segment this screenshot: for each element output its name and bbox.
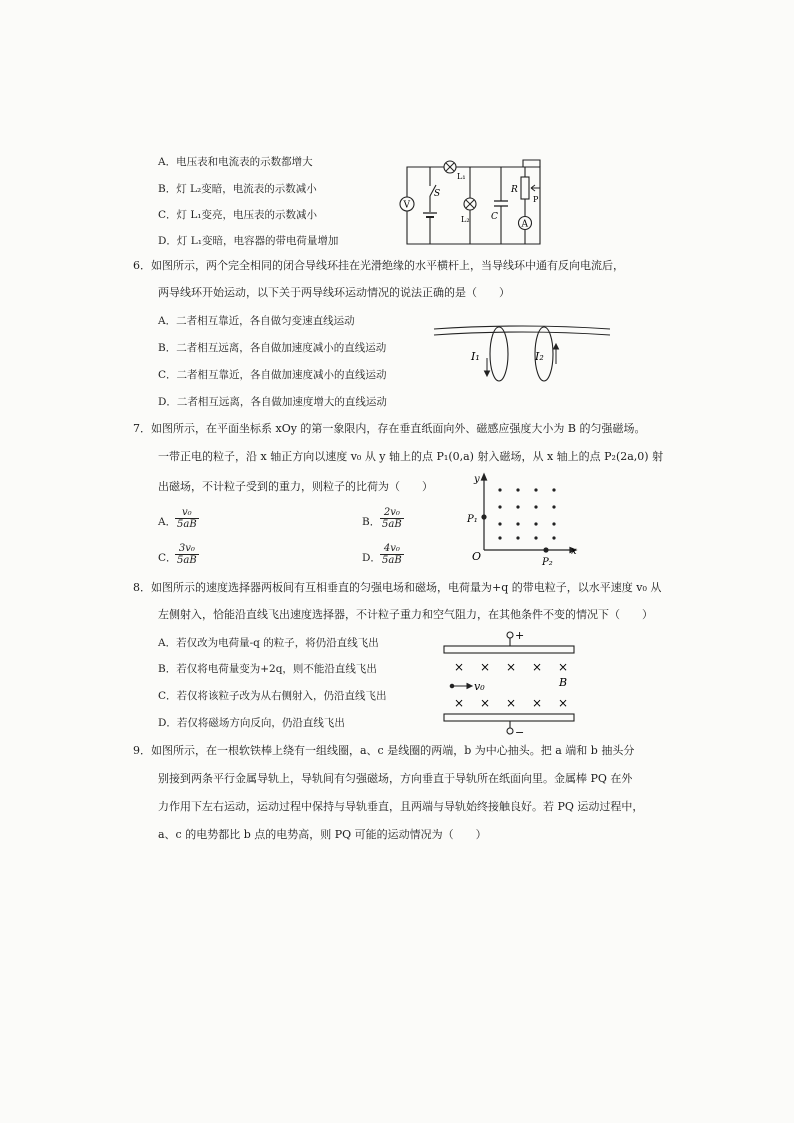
capacitor-icon xyxy=(494,201,508,206)
ammeter-label: A xyxy=(521,219,528,230)
point-p2 xyxy=(543,547,548,552)
q8-stem-line2: 左侧射入，恰能沿直线飞出速度选择器，不计粒子重力和空气阻力，在其他条件不变的情况下（ ） xyxy=(158,608,653,621)
voltmeter-label: V xyxy=(403,200,410,211)
svg-text:×: × xyxy=(506,660,517,674)
current-i2-label: I₂ xyxy=(535,350,544,363)
lamp-l2-label: L₂ xyxy=(461,215,470,224)
battery-icon xyxy=(423,212,437,218)
q6-option-b: B．二者相互远离，各自做加速度减小的直线运动 xyxy=(158,342,387,354)
capacitor-label: C xyxy=(491,212,498,222)
svg-text:×: × xyxy=(480,696,491,710)
q6-option-c: C．二者相互靠近，各自做加速度减小的直线运动 xyxy=(158,369,387,381)
negative-terminal-label: − xyxy=(515,726,525,739)
svg-text:×: × xyxy=(454,696,465,710)
q7-coordinate-diagram xyxy=(462,470,587,570)
q7-option-c-label: C． xyxy=(158,552,177,564)
q6-stem-line1: 6．如图所示，两个完全相同的闭合导线环挂在光滑绝缘的水平横杆上，当导线环中通有反向电流后， xyxy=(133,259,624,272)
q8-velocity-selector-diagram xyxy=(440,628,580,740)
q9-stem-line1: 9．如图所示，在一根软铁棒上绕有一组线圈，a、c 是线圈的两端，b 为中心抽头。把 a 端和 b 抽头分 xyxy=(133,744,635,757)
svg-text:×: × xyxy=(506,696,517,710)
q7-option-a-fraction: $\frac{\text{v₀}}{5aB}$ xyxy=(177,507,197,530)
p2-label: P₂ xyxy=(542,557,553,568)
q7-option-b-fraction: $\frac{\text{2v₀}}{5aB}$ xyxy=(382,507,402,530)
q8-option-a: A．若仅改为电荷量-q 的粒子，将仍沿直线飞出 xyxy=(158,637,379,649)
rheostat-label: R xyxy=(511,185,518,195)
switch-label: S xyxy=(434,189,441,199)
q6-stem-line2: 两导线环开始运动，以下关于两导线环运动情况的说法正确的是（ ） xyxy=(158,286,510,299)
v0-label: v₀ xyxy=(474,680,485,693)
q7-option-c-fraction: $\frac{\text{3v₀}}{5aB}$ xyxy=(177,543,197,566)
svg-text:×: × xyxy=(558,660,569,674)
velocity-arrow-icon xyxy=(450,684,472,689)
rheostat-slider-label: P xyxy=(533,195,539,204)
svg-text:×: × xyxy=(532,660,543,674)
q6-rings-diagram xyxy=(432,320,612,385)
svg-text:×: × xyxy=(480,660,491,674)
field-b-label: B xyxy=(559,676,568,689)
q7-stem-line2: 一带正电的粒子，沿 x 轴正方向以速度 v₀ 从 y 轴上的点 P₁(0,a) 射入磁场，从 x 轴上的点 P₂(2a,0) 射 xyxy=(158,450,664,463)
q5-option-c: C．灯 L₁变亮，电压表的示数减小 xyxy=(158,209,318,221)
p1-label: P₁ xyxy=(467,514,478,525)
q7-stem-line3: 出磁场，不计粒子受到的重力，则粒子的比荷为（ ） xyxy=(158,480,433,493)
q5-option-a: A．电压表和电流表的示数都增大 xyxy=(158,156,313,168)
q5-option-d: D．灯 L₁变暗，电容器的带电荷量增加 xyxy=(158,235,339,247)
y-axis-label: y xyxy=(474,474,480,485)
q5-option-b: B．灯 L₂变暗，电流表的示数减小 xyxy=(158,183,317,195)
q9-stem-line2: 别接到两条平行金属导轨上，导轨间有匀强磁场，方向垂直于导轨所在纸面向里。金属棒 PQ 在外 xyxy=(158,772,633,785)
positive-terminal-label: + xyxy=(515,629,525,642)
lamp-l2-icon xyxy=(464,198,476,210)
q9-stem-line3: 力作用下左右运动，运动过程中保持与导轨垂直，且两端与导轨始终接触良好。若 PQ 运动过程中， xyxy=(158,800,644,813)
q9-stem-line4: a、c 的电势都比 b 点的电势高，则 PQ 可能的运动情况为（ ） xyxy=(158,828,487,841)
q7-option-a-label: A． xyxy=(158,516,177,528)
q5-circuit-diagram xyxy=(395,152,565,252)
x-axis-label: x xyxy=(571,546,577,557)
q8-option-d: D．若仅将磁场方向反向，仍沿直线飞出 xyxy=(158,717,345,729)
lamp-l1-label: L₁ xyxy=(457,172,466,181)
svg-text:×: × xyxy=(558,696,569,710)
q7-option-d-label: D． xyxy=(362,552,381,564)
lamp-l1-icon xyxy=(444,161,456,173)
magnetic-field-dots xyxy=(498,488,555,539)
q8-option-b: B．若仅将电荷量变为+2q，则不能沿直线飞出 xyxy=(158,663,377,675)
current-i1-label: I₁ xyxy=(471,350,480,363)
svg-text:×: × xyxy=(532,696,543,710)
svg-text:×: × xyxy=(454,660,465,674)
q8-option-c: C．若仅将该粒子改为从右侧射入，仍沿直线飞出 xyxy=(158,690,387,702)
q8-stem-line1: 8．如图所示的速度选择器两板间有互相垂直的匀强电场和磁场，电荷量为+q 的带电粒子，以水平速度 v₀ 从 xyxy=(133,581,662,594)
point-p1 xyxy=(481,514,486,519)
q6-option-d: D．二者相互远离，各自做加速度增大的直线运动 xyxy=(158,396,387,408)
origin-label: O xyxy=(472,550,482,563)
q7-option-d-fraction: $\frac{\text{4v₀}}{5aB}$ xyxy=(382,543,402,566)
q7-stem-line1: 7．如图所示，在平面坐标系 xOy 的第一象限内，存在垂直纸面向外、磁感应强度大小为 B 的匀强磁场。 xyxy=(133,422,646,435)
q7-option-b-label: B． xyxy=(362,516,381,528)
q6-option-a: A．二者相互靠近，各自做匀变速直线运动 xyxy=(158,315,355,327)
